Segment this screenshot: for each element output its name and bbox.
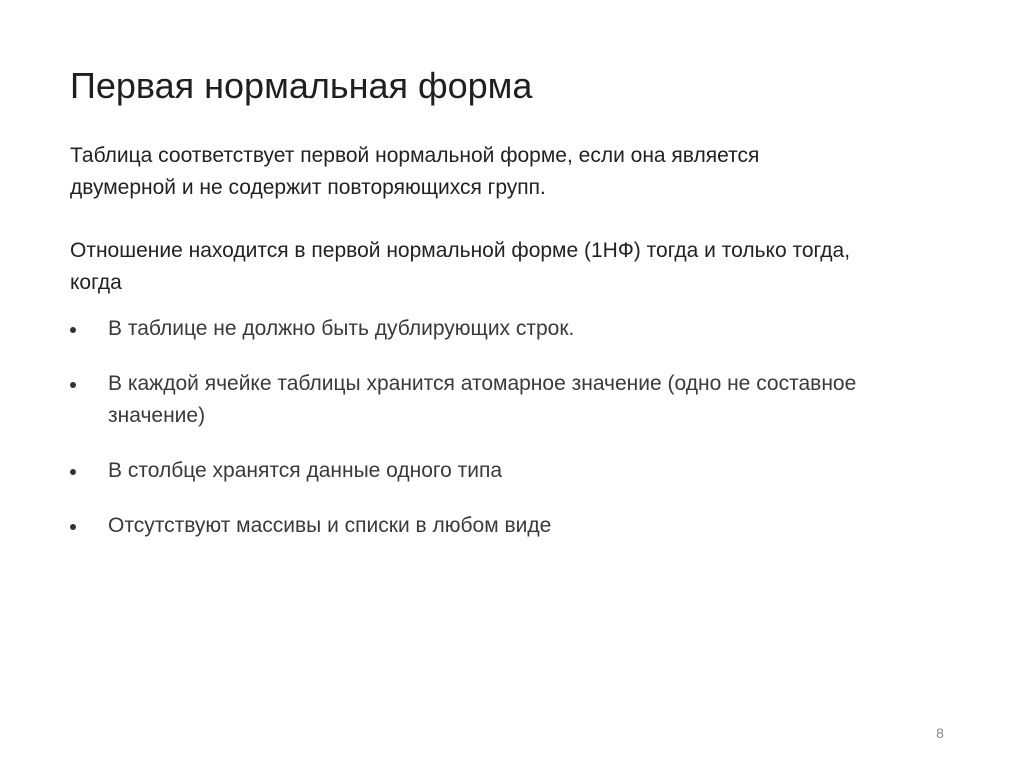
bullet-text-line-2: значение) xyxy=(108,404,206,427)
list-item xyxy=(70,368,970,432)
condition-line-1: Отношение находится в первой нормальной форме (1НФ) тогда и только тогда, xyxy=(70,239,851,262)
definition-paragraph xyxy=(70,140,970,204)
bullet-text-line-1: В каждой ячейке таблицы хранится атомарное значение (одно не составное xyxy=(108,372,857,395)
definition-line-1: Таблица соответствует первой нормальной форме, если она является xyxy=(70,144,760,167)
bullet-icon xyxy=(70,524,76,530)
bullet-icon xyxy=(70,327,76,333)
bullet-icon xyxy=(70,382,76,388)
bullet-text: Отсутствуют массивы и списки в любом виде xyxy=(108,514,552,537)
list-item xyxy=(70,510,970,542)
requirements-list xyxy=(70,313,970,542)
slide-title: Первая нормальная форма xyxy=(70,65,533,106)
page-number: 8 xyxy=(936,725,944,741)
condition-paragraph xyxy=(70,235,970,299)
condition-line-2: когда xyxy=(70,271,122,294)
bullet-icon xyxy=(70,469,76,475)
bullet-text: В таблице не должно быть дублирующих строк. xyxy=(108,317,575,340)
definition-line-2: двумерной и не содержит повторяющихся групп. xyxy=(70,176,546,199)
list-item xyxy=(70,455,970,487)
list-item xyxy=(70,313,970,345)
slide-content xyxy=(70,140,970,542)
bullet-text: В столбце хранятся данные одного типа xyxy=(108,459,503,482)
